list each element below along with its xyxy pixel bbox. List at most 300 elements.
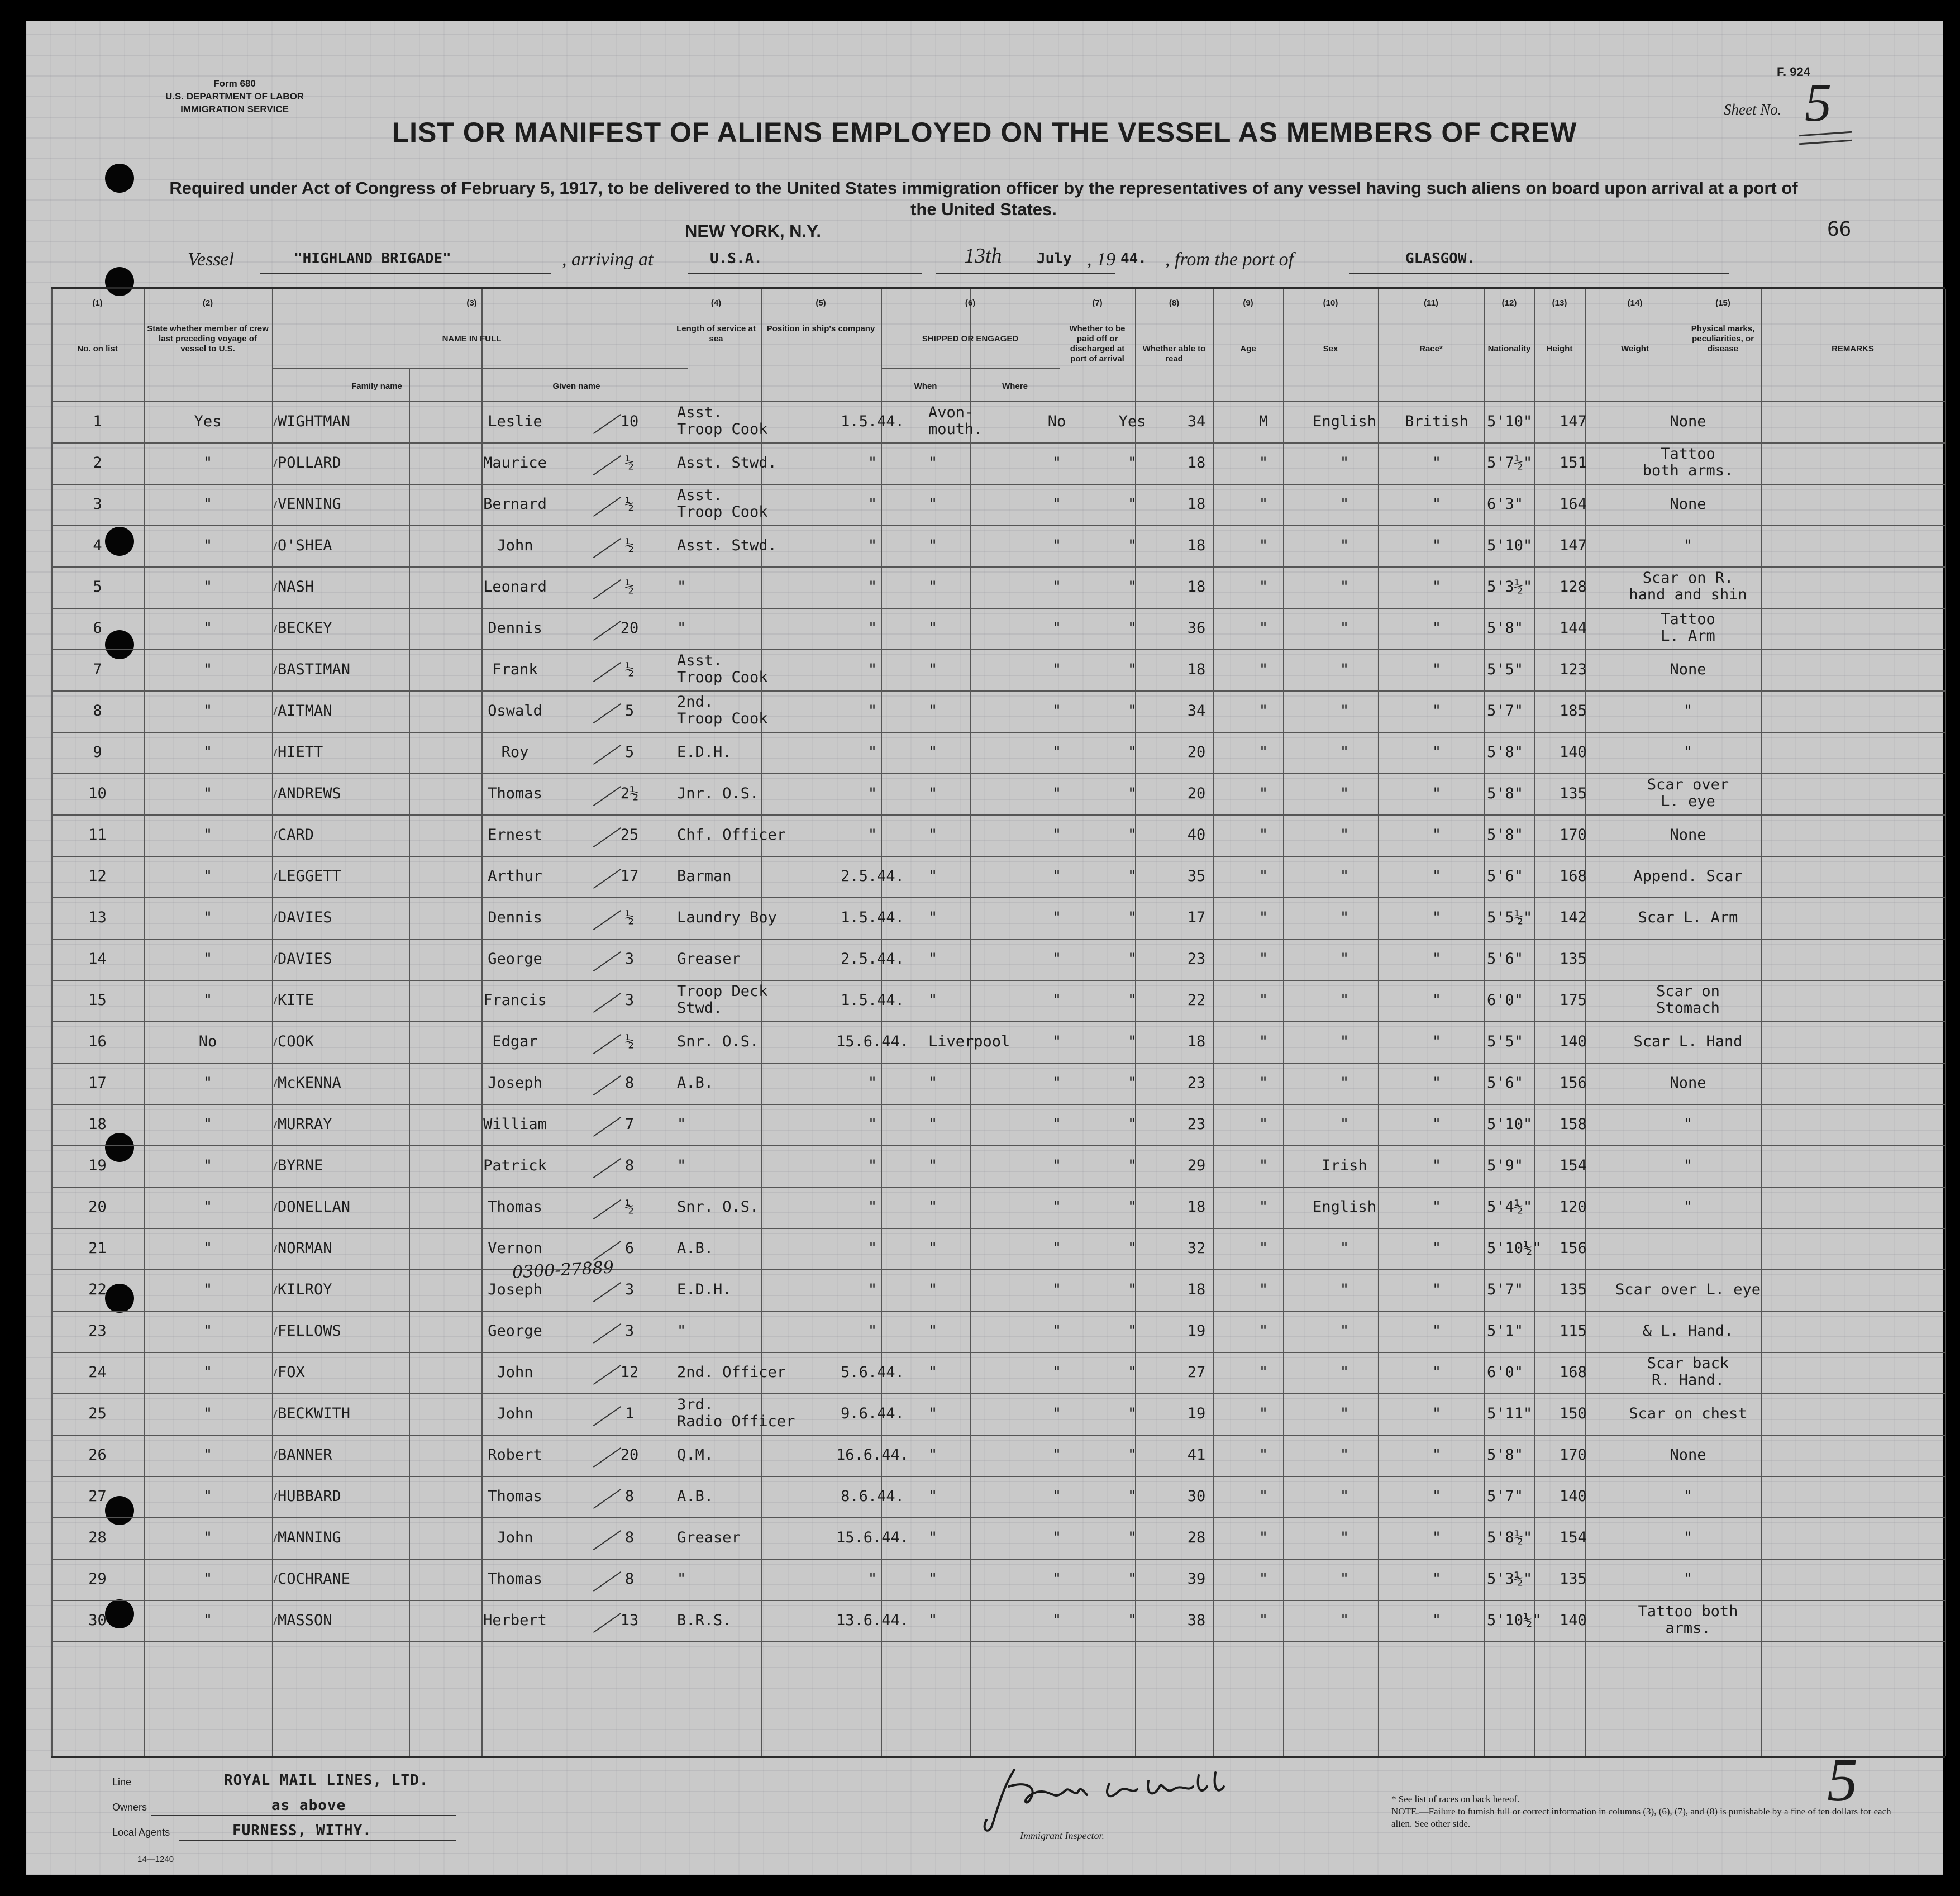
- cell-prev-voyage: ": [203, 1446, 213, 1464]
- cell-age: 35: [1187, 868, 1206, 885]
- cell-sex: ": [1258, 1446, 1268, 1464]
- cell-shipped-where: ": [928, 1157, 938, 1174]
- cell-family-name: BYRNE: [278, 1157, 323, 1174]
- form-number: Form 680: [213, 78, 256, 89]
- cell-age: 29: [1187, 1157, 1206, 1174]
- cell-nationality: ": [1432, 1116, 1442, 1133]
- cell-race: ": [1339, 1322, 1349, 1340]
- column-subheader: Given name: [552, 382, 600, 391]
- cell-prev-voyage: ": [203, 1322, 213, 1340]
- cell-age: 18: [1187, 1033, 1206, 1050]
- cell-physical-marks: ": [1683, 744, 1693, 761]
- table-row: [51, 1352, 1945, 1393]
- cell-paid-off: ": [1052, 950, 1062, 968]
- cell-physical-marks: ": [1683, 1116, 1693, 1133]
- cell-race: ": [1339, 661, 1349, 678]
- cell-able-to-read: ": [1127, 909, 1137, 926]
- line-label: Line: [112, 1776, 132, 1788]
- cell-given-name: John: [497, 1405, 533, 1422]
- cell-shipped-where: ": [928, 537, 938, 554]
- vessel-underline: [260, 273, 551, 274]
- cell-given-name: Thomas: [488, 1570, 542, 1588]
- cell-able-to-read: ": [1127, 702, 1137, 720]
- cell-sex: ": [1258, 578, 1268, 596]
- cell-paid-off: ": [1052, 1612, 1062, 1629]
- cell-length-of-service: 3: [624, 950, 635, 968]
- cell-physical-marks: None: [1670, 1074, 1706, 1092]
- cell-able-to-read: ": [1127, 661, 1137, 678]
- cell-given-name: John: [497, 537, 533, 554]
- column-header: Weight: [1621, 344, 1649, 354]
- cell-position: Asst. Troop Cook: [677, 404, 768, 438]
- cell-shipped-when: 5.6.44.: [841, 1364, 904, 1381]
- column-number: (8): [1169, 298, 1180, 308]
- cell-nationality: ": [1432, 661, 1442, 678]
- cell-height: 5'10": [1487, 413, 1533, 430]
- cell-position: B.R.S.: [677, 1612, 732, 1629]
- cell-nationality: ": [1432, 1240, 1442, 1257]
- cell-physical-marks: ": [1683, 1488, 1693, 1505]
- cell-paid-off: ": [1052, 1116, 1062, 1133]
- cell-nationality: ": [1432, 744, 1442, 761]
- column-number: (5): [816, 298, 826, 308]
- cell-position: 2nd. Troop Cook: [677, 693, 768, 727]
- cell-physical-marks: Tattoo L. Arm: [1661, 611, 1715, 645]
- cell-length-of-service: 25: [620, 826, 639, 844]
- cell-nationality: ": [1432, 868, 1442, 885]
- table-row: [51, 1435, 1945, 1476]
- cell-weight: 140: [1560, 1488, 1587, 1505]
- cell-height: 5'6": [1487, 1074, 1524, 1092]
- column-number: (10): [1323, 298, 1338, 308]
- cell-paid-off: ": [1052, 496, 1062, 513]
- cell-shipped-when: ": [867, 454, 878, 471]
- table-row: [51, 1517, 1945, 1559]
- cell-physical-marks: & L. Hand.: [1642, 1322, 1734, 1340]
- cell-age: 30: [1187, 1488, 1206, 1505]
- cell-prev-voyage: ": [203, 661, 213, 678]
- cell-weight: 147: [1560, 537, 1587, 554]
- column-number: (1): [92, 298, 103, 308]
- cell-height: 5'10½": [1487, 1240, 1542, 1257]
- cell-paid-off: ": [1052, 1529, 1062, 1546]
- cell-physical-marks: Scar L. Hand: [1633, 1033, 1743, 1050]
- cell-race: ": [1339, 1281, 1349, 1298]
- cell-physical-marks: None: [1670, 661, 1706, 678]
- cell-height: 5'8": [1487, 744, 1524, 761]
- cell-height: 5'9": [1487, 1157, 1524, 1174]
- cell-family-name: HIETT: [278, 744, 323, 761]
- cell-weight: 135: [1560, 1281, 1587, 1298]
- cell-sex: ": [1258, 1529, 1268, 1546]
- cell-weight: 120: [1560, 1198, 1587, 1216]
- cell-race: ": [1339, 537, 1349, 554]
- cell-nationality: ": [1432, 537, 1442, 554]
- cell-shipped-where: ": [928, 1488, 938, 1505]
- cell-weight: 156: [1560, 1240, 1587, 1257]
- cell-length-of-service: 2½: [620, 785, 639, 802]
- cell-race: ": [1339, 909, 1349, 926]
- cell-nationality: ": [1432, 1405, 1442, 1422]
- cell-able-to-read: ": [1127, 868, 1137, 885]
- cell-prev-voyage: ": [203, 496, 213, 513]
- cell-length-of-service: 20: [620, 1446, 639, 1464]
- cell-height: 5'7": [1487, 1281, 1524, 1298]
- cell-race: ": [1339, 1612, 1349, 1629]
- cell-height: 5'10½": [1487, 1612, 1542, 1629]
- cell-given-name: Leslie: [488, 413, 542, 430]
- table-row: [51, 1021, 1945, 1063]
- cell-age: 18: [1187, 578, 1206, 596]
- port-underline: [1349, 273, 1729, 274]
- cell-weight: 135: [1560, 950, 1587, 968]
- table-row: [51, 1269, 1945, 1311]
- cell-physical-marks: Scar over L. eye: [1615, 1281, 1761, 1298]
- cell-shipped-when: 1.5.44.: [841, 413, 904, 430]
- cell-row-number: 8: [93, 702, 102, 720]
- cell-family-name: NASH: [278, 578, 314, 596]
- cell-given-name: William: [483, 1116, 547, 1133]
- table-row: [51, 525, 1945, 566]
- cell-able-to-read: ": [1127, 1116, 1137, 1133]
- cell-given-name: George: [488, 1322, 542, 1340]
- cell-position: Asst. Stwd.: [677, 537, 777, 554]
- cell-prev-voyage: ": [203, 702, 213, 720]
- cell-family-name: MURRAY: [278, 1116, 332, 1133]
- cell-position: ": [677, 578, 686, 596]
- cell-shipped-when: 15.6.44.: [836, 1529, 909, 1546]
- cell-weight: 144: [1560, 620, 1587, 637]
- cell-weight: 175: [1560, 992, 1587, 1009]
- cell-shipped-where: ": [928, 950, 938, 968]
- cell-shipped-when: ": [867, 661, 878, 678]
- cell-length-of-service: 3: [624, 1322, 635, 1340]
- cell-race: ": [1339, 744, 1349, 761]
- arriving-at: U.S.A.: [710, 250, 762, 267]
- cell-age: 34: [1187, 702, 1206, 720]
- cell-able-to-read: ": [1127, 578, 1137, 596]
- cell-height: 6'0": [1487, 992, 1524, 1009]
- cell-sex: ": [1258, 1074, 1268, 1092]
- cell-shipped-when: 2.5.44.: [841, 950, 904, 968]
- cell-sex: ": [1258, 1240, 1268, 1257]
- cell-age: 38: [1187, 1612, 1206, 1629]
- cell-shipped-where: ": [928, 661, 938, 678]
- cell-family-name: McKENNA: [278, 1074, 341, 1092]
- cell-paid-off: ": [1052, 661, 1062, 678]
- cell-height: 5'8½": [1487, 1529, 1533, 1546]
- cell-shipped-when: ": [867, 744, 878, 761]
- cell-position: Greaser: [677, 1529, 741, 1546]
- cell-row-number: 3: [93, 496, 102, 513]
- table-row: [51, 856, 1945, 897]
- cell-height: 5'7½": [1487, 454, 1533, 471]
- table-row: [51, 484, 1945, 525]
- arrival-day: 13th: [964, 244, 1002, 268]
- footnote-text: NOTE.—Failure to furnish full or correct information in columns (3), (6), (7), and (8) is punishable by a fine of ten dollars for each alien. See other side.: [1391, 1806, 1891, 1829]
- cell-physical-marks: Tattoo both arms.: [1642, 445, 1734, 479]
- cell-shipped-when: 2.5.44.: [841, 868, 904, 885]
- cell-position: 3rd. Radio Officer: [677, 1396, 795, 1430]
- cell-height: 5'3½": [1487, 578, 1533, 596]
- cell-row-number: 16: [88, 1033, 107, 1050]
- column-number: (7): [1092, 298, 1103, 308]
- from-port-label: , from the port of: [1165, 249, 1294, 270]
- cell-height: 5'1": [1487, 1322, 1524, 1340]
- cell-sex: ": [1258, 620, 1268, 637]
- cell-physical-marks: Scar L. Arm: [1638, 909, 1738, 926]
- cell-able-to-read: ": [1127, 785, 1137, 802]
- owners-underline: [151, 1815, 456, 1816]
- cell-shipped-where: ": [928, 1364, 938, 1381]
- cell-shipped-where: ": [928, 785, 938, 802]
- cell-given-name: Dennis: [488, 620, 542, 637]
- cell-row-number: 10: [88, 785, 107, 802]
- column-header: Whether to be paid off or discharged at port of arrival: [1069, 324, 1126, 364]
- cell-physical-marks: None: [1670, 413, 1706, 430]
- cell-row-number: 7: [93, 661, 102, 678]
- cell-age: 20: [1187, 744, 1206, 761]
- cell-physical-marks: None: [1670, 496, 1706, 513]
- cell-sex: ": [1258, 1364, 1268, 1381]
- cell-row-number: 9: [93, 744, 102, 761]
- cell-able-to-read: ": [1127, 1488, 1137, 1505]
- cell-able-to-read: Yes: [1118, 413, 1146, 430]
- cell-family-name: ANDREWS: [278, 785, 341, 802]
- cell-sex: ": [1258, 1488, 1268, 1505]
- cell-nationality: ": [1432, 909, 1442, 926]
- cell-length-of-service: 7: [624, 1116, 635, 1133]
- cell-prev-voyage: ": [203, 1529, 213, 1546]
- cell-length-of-service: 8: [624, 1570, 635, 1588]
- cell-paid-off: ": [1052, 785, 1062, 802]
- cell-weight: 170: [1560, 826, 1587, 844]
- cell-row-number: 28: [88, 1529, 107, 1546]
- cell-given-name: Arthur: [488, 868, 542, 885]
- cell-position: E.D.H.: [677, 1281, 732, 1298]
- cell-length-of-service: 8: [624, 1157, 635, 1174]
- cell-age: 20: [1187, 785, 1206, 802]
- column-subheader: Family name: [351, 382, 402, 391]
- cell-sex: ": [1258, 826, 1268, 844]
- cell-physical-marks: Scar back R. Hand.: [1647, 1355, 1729, 1389]
- cell-age: 32: [1187, 1240, 1206, 1257]
- cell-physical-marks: None: [1670, 1446, 1706, 1464]
- column-number: (3): [466, 298, 477, 308]
- cell-row-number: 5: [93, 578, 102, 596]
- cell-nationality: ": [1432, 950, 1442, 968]
- cell-sex: ": [1258, 1198, 1268, 1216]
- cell-shipped-when: 16.6.44.: [836, 1446, 909, 1464]
- cell-physical-marks: Scar on R. hand and shin: [1629, 569, 1747, 603]
- cell-row-number: 25: [88, 1405, 107, 1422]
- cell-length-of-service: 10: [620, 413, 639, 430]
- table-row: [51, 1187, 1945, 1228]
- cell-able-to-read: ": [1127, 454, 1137, 471]
- cell-prev-voyage: ": [203, 1570, 213, 1588]
- footnote: [1391, 1793, 1894, 1830]
- table-row: [51, 732, 1945, 773]
- cell-race: English: [1313, 413, 1376, 430]
- cell-height: 5'5": [1487, 661, 1524, 678]
- cell-prev-voyage: ": [203, 620, 213, 637]
- cell-race: ": [1339, 785, 1349, 802]
- page-reference: 66: [1827, 218, 1852, 241]
- cell-physical-marks: Tattoo both arms.: [1638, 1603, 1738, 1637]
- cell-weight: 147: [1560, 413, 1587, 430]
- cell-weight: 170: [1560, 1446, 1587, 1464]
- cell-family-name: BASTIMAN: [278, 661, 351, 678]
- cell-height: 5'3½": [1487, 1570, 1533, 1588]
- cell-shipped-where: ": [928, 826, 938, 844]
- cell-physical-marks: ": [1683, 1529, 1693, 1546]
- cell-physical-marks: ": [1683, 1570, 1693, 1588]
- cell-physical-marks: ": [1683, 537, 1693, 554]
- cell-physical-marks: None: [1670, 826, 1706, 844]
- cell-family-name: KITE: [278, 992, 314, 1009]
- cell-given-name: Thomas: [488, 1198, 542, 1216]
- cell-weight: 156: [1560, 1074, 1587, 1092]
- cell-able-to-read: ": [1127, 950, 1137, 968]
- cell-height: 5'8": [1487, 826, 1524, 844]
- cell-weight: 135: [1560, 785, 1587, 802]
- cell-shipped-where: ": [928, 1405, 938, 1422]
- cell-position: 2nd. Officer: [677, 1364, 786, 1381]
- cell-race: ": [1339, 1488, 1349, 1505]
- cell-weight: 150: [1560, 1405, 1587, 1422]
- cell-height: 5'10": [1487, 537, 1533, 554]
- cell-position: A.B.: [677, 1488, 714, 1505]
- cell-length-of-service: 13: [620, 1612, 639, 1629]
- cell-race: ": [1339, 950, 1349, 968]
- cell-position: Greaser: [677, 950, 741, 968]
- cell-paid-off: ": [1052, 909, 1062, 926]
- table-row: [51, 980, 1945, 1021]
- cell-weight: 154: [1560, 1529, 1587, 1546]
- cell-able-to-read: ": [1127, 1446, 1137, 1464]
- agents-underline: [179, 1840, 456, 1841]
- cell-shipped-where: ": [928, 496, 938, 513]
- cell-given-name: Francis: [483, 992, 547, 1009]
- vessel-label: Vessel: [188, 249, 235, 270]
- cell-able-to-read: ": [1127, 992, 1137, 1009]
- cell-shipped-when: ": [867, 1322, 878, 1340]
- cell-shipped-when: ": [867, 1570, 878, 1588]
- cell-length-of-service: ½: [624, 454, 635, 471]
- cell-able-to-read: ": [1127, 1405, 1137, 1422]
- cell-nationality: ": [1432, 1281, 1442, 1298]
- cell-age: 41: [1187, 1446, 1206, 1464]
- cell-family-name: BECKEY: [278, 620, 332, 637]
- cell-race: ": [1339, 1364, 1349, 1381]
- agents-label: Local Agents: [112, 1827, 170, 1838]
- table-row: [51, 566, 1945, 608]
- cell-weight: 135: [1560, 1570, 1587, 1588]
- cell-shipped-where: ": [928, 702, 938, 720]
- footnote-star: * See list of races on back hereof.: [1391, 1794, 1520, 1804]
- sheet-number-label: Sheet No.: [1724, 101, 1782, 118]
- cell-row-number: 4: [93, 537, 102, 554]
- cell-paid-off: ": [1052, 1570, 1062, 1588]
- cell-shipped-when: ": [867, 1198, 878, 1216]
- cell-length-of-service: 8: [624, 1074, 635, 1092]
- cell-nationality: ": [1432, 496, 1442, 513]
- cell-length-of-service: 20: [620, 620, 639, 637]
- cell-family-name: KILROY: [278, 1281, 332, 1298]
- column-number: (12): [1501, 298, 1517, 308]
- cell-nationality: ": [1432, 702, 1442, 720]
- cell-position: Laundry Boy: [677, 909, 777, 926]
- cell-row-number: 14: [88, 950, 107, 968]
- cell-prev-voyage: ": [203, 1074, 213, 1092]
- table-row: [51, 939, 1945, 980]
- column-number: (15): [1715, 298, 1730, 308]
- cell-prev-voyage: ": [203, 868, 213, 885]
- cell-length-of-service: 17: [620, 868, 639, 885]
- table-row: [51, 442, 1945, 484]
- cell-shipped-when: ": [867, 1240, 878, 1257]
- cell-length-of-service: ½: [624, 496, 635, 513]
- cell-shipped-where: ": [928, 744, 938, 761]
- cell-row-number: 13: [88, 909, 107, 926]
- cell-able-to-read: ": [1127, 537, 1137, 554]
- cell-row-number: 20: [88, 1198, 107, 1216]
- column-number: (11): [1424, 298, 1438, 308]
- cell-able-to-read: ": [1127, 1529, 1137, 1546]
- cell-able-to-read: ": [1127, 1074, 1137, 1092]
- column-header: Age: [1240, 344, 1256, 354]
- cell-family-name: COOK: [278, 1033, 314, 1050]
- cell-height: 5'6": [1487, 950, 1524, 968]
- cell-length-of-service: ½: [624, 537, 635, 554]
- cell-shipped-when: ": [867, 1281, 878, 1298]
- cell-prev-voyage: ": [203, 1198, 213, 1216]
- cell-weight: 151: [1560, 454, 1587, 471]
- cell-shipped-where: ": [928, 1198, 938, 1216]
- cell-position: A.B.: [677, 1074, 714, 1092]
- crew-table: [51, 287, 1945, 1758]
- cell-family-name: FOX: [278, 1364, 305, 1381]
- cell-family-name: DAVIES: [278, 909, 332, 926]
- cell-family-name: LEGGETT: [278, 868, 341, 885]
- page-title: LIST OR MANIFEST OF ALIENS EMPLOYED ON THE VESSEL AS MEMBERS OF CREW: [392, 117, 1577, 148]
- cell-family-name: MANNING: [278, 1529, 341, 1546]
- cell-shipped-where: ": [928, 1322, 938, 1340]
- cell-race: English: [1313, 1198, 1376, 1216]
- cell-race: Irish: [1322, 1157, 1367, 1174]
- cell-shipped-where: ": [928, 1281, 938, 1298]
- cell-given-name: Bernard: [483, 496, 547, 513]
- cell-age: 39: [1187, 1570, 1206, 1588]
- cell-given-name: Maurice: [483, 454, 547, 471]
- cell-length-of-service: ½: [624, 578, 635, 596]
- signature-mark: [970, 1764, 1227, 1837]
- cell-age: 19: [1187, 1405, 1206, 1422]
- cell-able-to-read: ": [1127, 496, 1137, 513]
- cell-length-of-service: 12: [620, 1364, 639, 1381]
- cell-row-number: 24: [88, 1364, 107, 1381]
- cell-prev-voyage: ": [203, 785, 213, 802]
- vessel-name: "HIGHLAND BRIGADE": [294, 250, 451, 267]
- cell-age: 18: [1187, 1281, 1206, 1298]
- inspector-signature: [970, 1764, 1227, 1839]
- table-row: [51, 1104, 1945, 1145]
- cell-paid-off: No: [1047, 413, 1066, 430]
- cell-sex: ": [1258, 950, 1268, 968]
- cell-given-name: Joseph: [488, 1074, 542, 1092]
- column-header: Length of service at sea: [676, 324, 756, 344]
- cell-sex: ": [1258, 992, 1268, 1009]
